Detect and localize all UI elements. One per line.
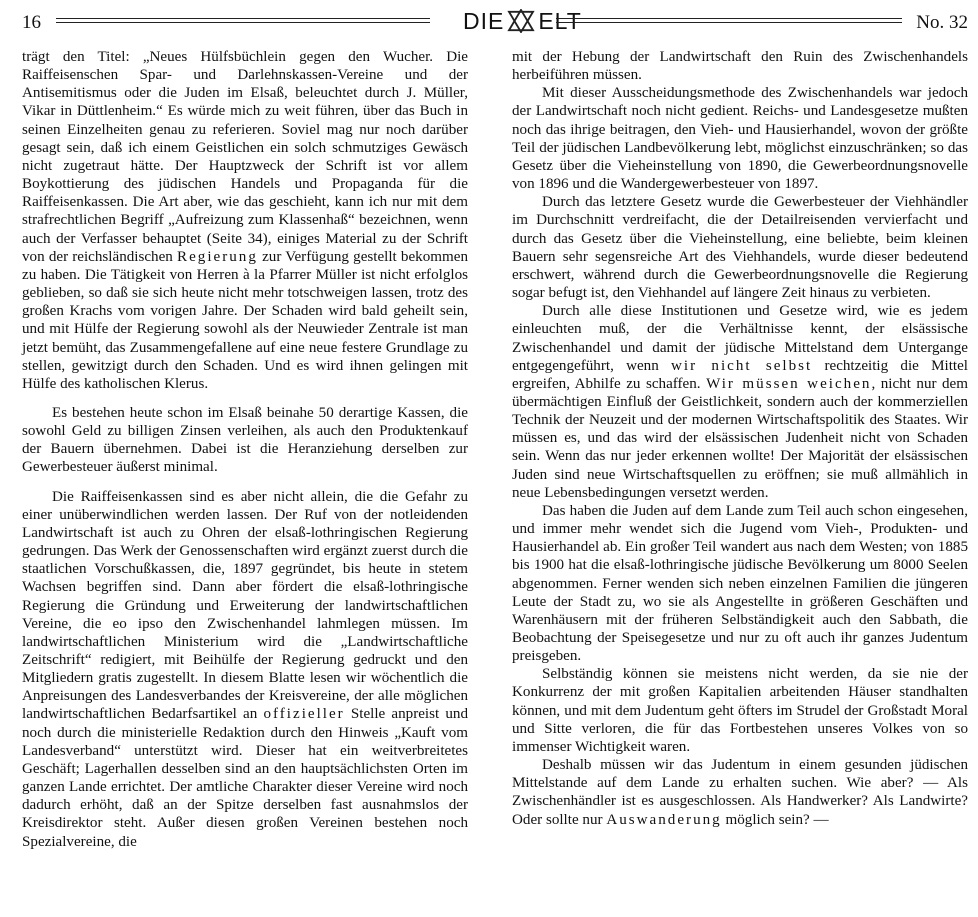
text-run: , nicht nur dem übermächtigen Einfluß der Geistlichkeit, sondern auch der kommerziellen Technik der Neuzeit und der modernen Wirtschaftspolitik des Staates. Wir müssen es, und das wird der elsässischen Judenheit nicht von Schaden sein. Wenn das nur jeder erkennen wollte! Der Majorität der elsässischen Juden sind neue Wirtschaftsquellen zu eröffnen; sie muß allmählich in neue Lebensbedingungen versetzt werden. [512,375,968,501]
paragraph [512,756,968,829]
text-run: Das haben die Juden auf dem Lande zum Teil auch schon eingesehen, und immer mehr wendet sich die Jugend vom Vieh-, Produkten- und Hausierhandel ab. Ein großer Teil wandert aus nach dem Westen; von 1885 bis 1900 hat die elsaß-lothringische jüdische Bevölkerung um 8000 Seelen abgenommen. Ferner wenden sich neben einzelnen Familien die jüngeren Leute der Stadt zu, wo sie als Angestellte in größeren Geschäften und Warenhäusern mit der früheren Selbständigkeit auch den Sabbath, die Beobachtung der Speisegesetze und nur zu oft auch ihr ganzes Judentum preisgeben. [512,502,968,665]
text-run: Durch alle diese Institutionen und Gesetze wird, wie es jedem einleuchten muß, der die Verhältnisse kennt, der elsässische Zwischenhandel und damit der jüdische Mittelstand dem Untergange entgegengeführt, wenn [512,303,968,374]
text-run: Selbständig können sie meistens nicht werden, da sie nie der Konkurrenz der mit großen Kapitalien arbeitenden Häuser standhalten können, und mit dem Judentum geht öfters im Strudel der Großstadt Moral und Sitte verloren, die für das Fortbestehen unseres Volkes von so immenser Wichtigkeit waren. [512,666,968,755]
paragraph [512,84,968,193]
text-run: Mit dieser Ausscheidungsmethode des Zwischenhandels war jedoch der Landwirtschaft noch nicht gedient. Reichs- und Landesgesetze mußten noch das ihrige beitragen, den Vieh- und Hausierhandel, wovon der größte Teil der jüdischen Landbevölkerung lebt, möglichst einzuschränken; so das Gesetz über die Vieheinstellung von 1890, die Gewerbeordnungsnovelle von 1896 und die Wandergewerbesteuer von 1897. [512,85,968,193]
journal-title-right: ELT [538,8,582,34]
page-number: 16 [22,12,41,33]
spaced-emphasis-text: Wir müssen weichen [706,375,872,392]
spaced-emphasis-text: Auswanderung [606,811,722,828]
text-run: rechtzeitig die Mittel ergreifen, Abhilfe zu schaffen. [512,357,968,392]
paragraph [512,193,968,302]
spaced-emphasis-text: wir nicht selbst [671,357,813,374]
journal-title-left: DIE [463,8,505,34]
spaced-emphasis-text: Regierung [177,248,258,265]
spaced-emphasis-text: offizieller [263,706,345,723]
header-rule-right [556,18,902,24]
text-run: Deshalb müssen wir das Judentum in einem gesunden jüdischen Mittelstande auf dem Lande zu erhalten suchen. Wie aber? — Als Zwischenhändler ist es ausgeschlossen. Als Handwerker? Als Landwirte? Oder sollte nur [512,757,968,828]
issue-number: No. 32 [916,12,968,33]
paragraph [512,48,968,84]
text-run: Durch das letztere Gesetz wurde die Gewerbesteuer der Viehhändler im Durchschnitt verdreifacht, die der Detailreisenden vervierfacht und durch das Gesetz über die Vieheinstellung, eine beliebte, beim kleinen Bauern sehr segensreiche Art des Viehhandels, wurde dieser bedeutend erschwert, während durch die Gewerbeordnungsnovelle die Regierung sogar befugt ist, den Viehhandel auf längere Zeit hinaus zu verbieten. [512,194,968,302]
text-run: möglich sein? — [721,811,829,828]
text-run: zur Verfügung gestellt bekommen zu haben. Die Tätigkeit von Herren à la Pfarrer Müller ist nicht erfolglos geblieben, so daß sie sich heute nicht mehr totschweigen lassen, trotz des großen Krachs vom vorigen Jahre. Der Schaden wird bald geheilt sein, und mit Hülfe der Regierung sowohl als der Neuwieder Zentrale ist man jetzt bemüht, das Zusammengefallene auf eine neue festere Grundlage zu stellen, gewitzigt durch den Schaden. Und es wird ihnen gelingen mit Hülfe des katholischen Klerus. [22,248,468,392]
text-run: mit der Hebung der Landwirtschaft den Ruin des Zwischenhandels herbeiführen müssen. [512,49,968,84]
paragraph [512,302,968,502]
paragraph [22,488,468,851]
text-run: Es bestehen heute schon im Elsaß beinahe 50 derartige Kassen, die sowohl Geld zu billigen Zinsen verleihen, als auch den Produktenkauf der Bauern übernehmen. Dabei ist die Heranziehung derselben zur Gewerbesteuer äußerst minimal. [22,404,468,476]
right-column [512,48,968,829]
paragraph [22,404,468,477]
left-column [22,48,468,851]
paragraph [22,48,468,393]
page-header [22,8,968,36]
text-run: Die Raiffeisenkassen sind es aber nicht allein, die die Gefahr zu einer unüberwindlichen werden lassen. Der Ruf von der notleidenden Landwirtschaft ist auch zu Ohren der elsaß-lothringischen Regierung gedrungen. Das Werk der Genossenschaften wird ergänzt zuerst durch die staatlichen Vorschußkassen, die, 1897 gegründet, bis heute in stetem Wachsen begriffen sind. Dann aber fördert die elsaß-lothringische Regierung die Gründung und Erweiterung der landwirtschaftlichen Vereine, die eo ipso den Zwischenhandel lahmlegen müssen. Im landwirtschaftlichen Ministerium wird die „Landwirtschaftliche Zeitschrift“ redigiert, mit Beihülfe der Regierung gedruckt und den Mitgliedern gratis zugestellt. In diesem Blatte lesen wir wöchentlich die Anpreisungen des Landesverbandes der Kreisvereine, der alle möglichen landwirtschaftlichen Bedarfsartikel an [22,488,468,723]
header-rule-left [56,18,430,24]
paragraph [512,502,968,665]
star-of-david-icon [506,9,536,33]
text-run: Stelle anpreist und noch durch die ministerielle Redaktion durch den Hinweis „Kauft vom Landesverband“ unterstützt wird. Dieser hat ein weitverbreitetes Geschäft; Lagerhallen desselben sind an den hauptsächlichsten Orten im ganzen Lande errichtet. Der amtliche Charakter dieser Vereine wird noch dadurch erhöht, daß an der Spitze derselben fast ausnahmslos der Kreisdirektor steht. Außer diesen großen Vereinen bestehen noch Spezialvereine, die [22,706,468,850]
paragraph [512,665,968,756]
text-run: trägt den Titel: „Neues Hülfsbüchlein gegen den Wucher. Die Raiffeisenschen Spar- und Darlehnskassen-Vereine und der Antisemitismus oder die Juden im Elsaß, beleuchtet durch J. Müller, Vikar in Düttlenheim.“ Es würde mich zu weit führen, über das Buch in seinen Einzelheiten genau zu referieren. Soviel mag nur noch darüber gesagt sein, daß ich einem Geistlichen ein solch schmutziges Gewäsch nicht zugetraut hätte. Der Hauptzweck der Schrift ist vor allem Boykottierung des jüdischen Handels und Propaganda für die Raiffeisenkassen. Die Art aber, wie das geschieht, kann ich nur mit dem strafrechtlichen Begriff „Aufreizung zum Klassenhaß“ bezeichnen, wenn auch der Verfasser behauptet (Seite 34), einiges Material zu der Schrift von der reichsländischen [22,49,468,265]
